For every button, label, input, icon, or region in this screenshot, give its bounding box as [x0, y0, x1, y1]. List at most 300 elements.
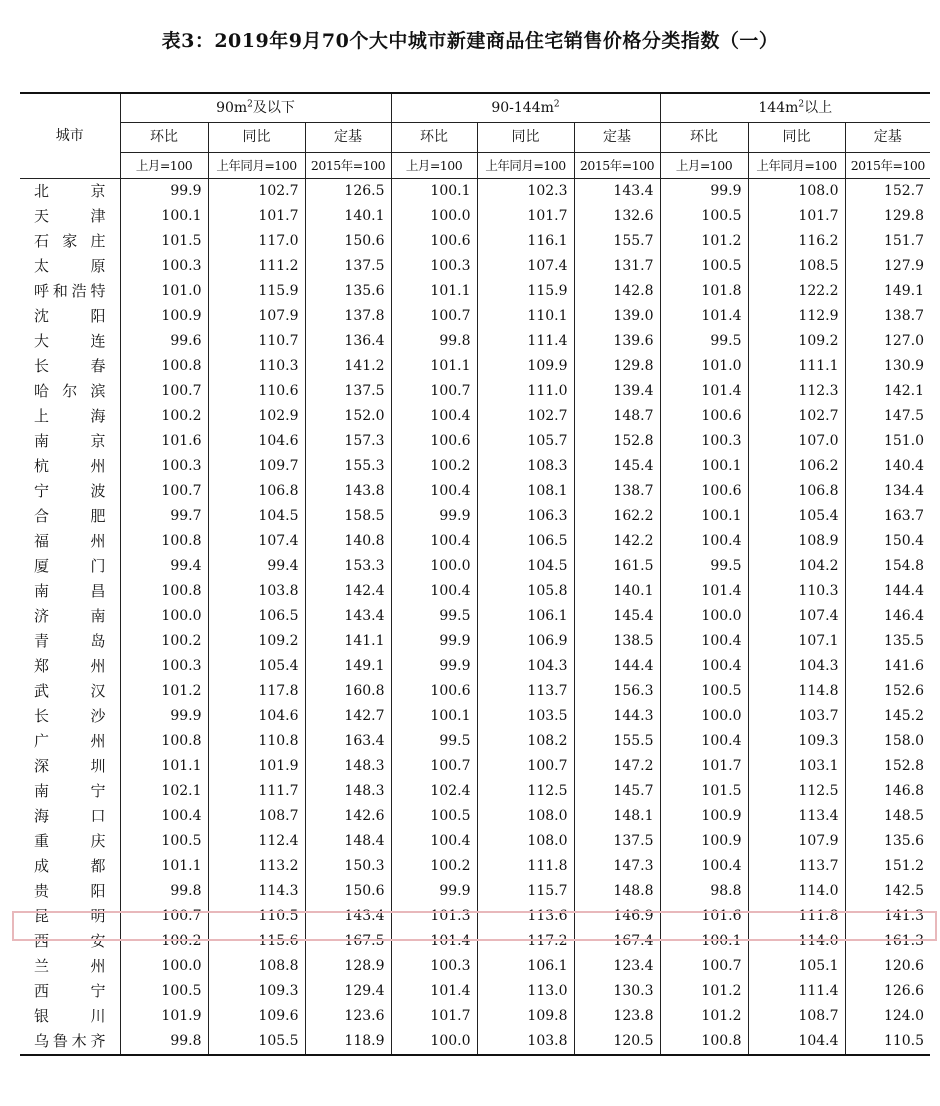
index-value-cell: 167.5	[305, 929, 391, 954]
index-value-cell: 108.9	[748, 529, 845, 554]
index-value-cell: 104.5	[477, 554, 574, 579]
index-value-cell: 143.8	[305, 479, 391, 504]
index-value-cell: 100.4	[660, 729, 748, 754]
index-value-cell: 134.4	[845, 479, 930, 504]
index-value-cell: 100.6	[660, 479, 748, 504]
index-value-cell: 140.1	[574, 579, 660, 604]
base-header-last-year: 上年同月=100	[208, 153, 305, 179]
index-value-cell: 105.1	[748, 954, 845, 979]
index-value-cell: 100.4	[391, 829, 477, 854]
index-value-cell: 109.7	[208, 454, 305, 479]
index-value-cell: 151.2	[845, 854, 930, 879]
index-value-cell: 131.7	[574, 254, 660, 279]
index-value-cell: 104.6	[208, 704, 305, 729]
index-value-cell: 147.2	[574, 754, 660, 779]
group-header-small: $90m^2$及以下	[120, 93, 391, 123]
index-value-cell: 113.0	[477, 979, 574, 1004]
index-value-cell: 110.5	[208, 904, 305, 929]
city-cell: 南京	[34, 432, 106, 450]
index-value-cell: 108.0	[748, 179, 845, 205]
index-value-cell: 100.3	[660, 429, 748, 454]
index-value-cell: 143.4	[574, 179, 660, 205]
index-value-cell: 100.7	[391, 754, 477, 779]
index-value-cell: 147.5	[845, 404, 930, 429]
index-value-cell: 108.1	[477, 479, 574, 504]
table-row	[20, 929, 930, 954]
index-value-cell: 109.3	[748, 729, 845, 754]
index-value-cell: 135.6	[845, 829, 930, 854]
index-value-cell: 104.4	[748, 1029, 845, 1055]
index-value-cell: 142.6	[305, 804, 391, 829]
index-value-cell: 104.5	[208, 504, 305, 529]
sub-header-mom: 环比	[120, 123, 208, 153]
index-value-cell: 112.5	[748, 779, 845, 804]
index-value-cell: 118.9	[305, 1029, 391, 1055]
index-value-cell: 132.6	[574, 204, 660, 229]
table-body	[20, 179, 930, 1056]
index-value-cell: 129.4	[305, 979, 391, 1004]
index-value-cell: 113.7	[477, 679, 574, 704]
city-cell: 呼和浩特	[34, 282, 106, 300]
city-cell: 宁波	[34, 482, 106, 500]
city-cell: 杭州	[34, 457, 106, 475]
sub-header-fixed-base: 定基	[305, 123, 391, 153]
city-cell: 广州	[34, 732, 106, 750]
table-row	[20, 729, 930, 754]
index-value-cell: 135.6	[305, 279, 391, 304]
index-value-cell: 102.7	[748, 404, 845, 429]
city-cell: 青岛	[34, 632, 106, 650]
index-value-cell: 101.2	[120, 679, 208, 704]
index-value-cell: 145.4	[574, 604, 660, 629]
index-value-cell: 130.9	[845, 354, 930, 379]
base-header-2015: 2015年=100	[574, 153, 660, 179]
index-value-cell: 127.0	[845, 329, 930, 354]
index-value-cell: 129.8	[574, 354, 660, 379]
city-cell: 济南	[34, 607, 106, 625]
index-value-cell: 100.5	[660, 204, 748, 229]
index-value-cell: 136.4	[305, 329, 391, 354]
index-value-cell: 100.4	[660, 629, 748, 654]
index-value-cell: 148.3	[305, 754, 391, 779]
index-value-cell: 101.9	[208, 754, 305, 779]
table-row	[20, 554, 930, 579]
index-value-cell: 105.5	[208, 1029, 305, 1055]
index-value-cell: 101.8	[660, 279, 748, 304]
index-value-cell: 101.2	[660, 979, 748, 1004]
index-value-cell: 161.5	[574, 554, 660, 579]
index-value-cell: 100.2	[120, 929, 208, 954]
index-value-cell: 115.9	[477, 279, 574, 304]
city-column-header: 城市	[20, 93, 120, 179]
index-value-cell: 139.4	[574, 379, 660, 404]
index-value-cell: 99.8	[391, 329, 477, 354]
index-value-cell: 106.3	[477, 504, 574, 529]
index-value-cell: 100.8	[120, 579, 208, 604]
index-value-cell: 101.4	[660, 379, 748, 404]
index-value-cell: 148.4	[305, 829, 391, 854]
index-value-cell: 109.2	[208, 629, 305, 654]
index-value-cell: 100.4	[120, 804, 208, 829]
table-row	[20, 829, 930, 854]
index-value-cell: 146.9	[574, 904, 660, 929]
index-value-cell: 100.2	[120, 404, 208, 429]
index-value-cell: 105.4	[748, 504, 845, 529]
index-value-cell: 148.7	[574, 404, 660, 429]
sub-header-mom: 环比	[391, 123, 477, 153]
group-header-large: $144m^2$以上	[660, 93, 930, 123]
index-value-cell: 101.7	[748, 204, 845, 229]
index-value-cell: 108.2	[477, 729, 574, 754]
index-value-cell: 163.4	[305, 729, 391, 754]
index-value-cell: 107.4	[477, 254, 574, 279]
table-row	[20, 429, 930, 454]
index-value-cell: 100.1	[391, 704, 477, 729]
index-value-cell: 100.8	[660, 1029, 748, 1055]
index-value-cell: 142.4	[305, 579, 391, 604]
index-value-cell: 111.8	[748, 904, 845, 929]
table-row	[20, 604, 930, 629]
index-value-cell: 112.3	[748, 379, 845, 404]
index-value-cell: 101.1	[391, 354, 477, 379]
index-value-cell: 161.3	[845, 929, 930, 954]
city-cell: 太原	[34, 257, 106, 275]
index-value-cell: 108.5	[748, 254, 845, 279]
index-value-cell: 145.7	[574, 779, 660, 804]
index-value-cell: 120.6	[845, 954, 930, 979]
index-value-cell: 110.3	[748, 579, 845, 604]
index-value-cell: 106.1	[477, 604, 574, 629]
index-value-cell: 100.0	[660, 704, 748, 729]
index-value-cell: 155.3	[305, 454, 391, 479]
index-value-cell: 100.4	[660, 654, 748, 679]
index-value-cell: 107.9	[748, 829, 845, 854]
index-value-cell: 116.2	[748, 229, 845, 254]
index-value-cell: 109.8	[477, 1004, 574, 1029]
city-cell: 武汉	[34, 682, 106, 700]
index-value-cell: 112.4	[208, 829, 305, 854]
city-cell: 大连	[34, 332, 106, 350]
city-cell: 深圳	[34, 757, 106, 775]
index-value-cell: 109.3	[208, 979, 305, 1004]
index-value-cell: 100.1	[660, 454, 748, 479]
index-value-cell: 106.5	[208, 604, 305, 629]
index-value-cell: 101.0	[120, 279, 208, 304]
index-value-cell: 100.8	[120, 529, 208, 554]
index-value-cell: 108.3	[477, 454, 574, 479]
index-value-cell: 99.7	[120, 504, 208, 529]
index-value-cell: 99.4	[120, 554, 208, 579]
city-cell: 海口	[34, 807, 106, 825]
city-cell: 重庆	[34, 832, 106, 850]
index-value-cell: 155.5	[574, 729, 660, 754]
index-value-cell: 101.7	[391, 1004, 477, 1029]
table-row	[20, 529, 930, 554]
index-value-cell: 145.2	[845, 704, 930, 729]
index-value-cell: 104.3	[477, 654, 574, 679]
index-value-cell: 146.8	[845, 779, 930, 804]
index-value-cell: 100.6	[391, 679, 477, 704]
index-value-cell: 100.7	[391, 304, 477, 329]
index-value-cell: 109.6	[208, 1004, 305, 1029]
index-value-cell: 100.9	[660, 804, 748, 829]
table-row	[20, 954, 930, 979]
index-value-cell: 99.8	[120, 879, 208, 904]
table-row	[20, 504, 930, 529]
index-value-cell: 99.5	[391, 729, 477, 754]
city-cell: 乌鲁木齐	[20, 1029, 120, 1055]
index-value-cell: 138.7	[845, 304, 930, 329]
index-value-cell: 137.5	[574, 829, 660, 854]
city-cell: 厦门	[34, 557, 106, 575]
index-value-cell: 100.6	[660, 404, 748, 429]
index-value-cell: 113.6	[477, 904, 574, 929]
city-cell: 长春	[34, 357, 106, 375]
index-value-cell: 106.9	[477, 629, 574, 654]
index-value-cell: 152.7	[845, 179, 930, 205]
index-value-cell: 150.3	[305, 854, 391, 879]
base-header-last-year: 上年同月=100	[477, 153, 574, 179]
index-value-cell: 111.4	[477, 329, 574, 354]
index-value-cell: 111.1	[748, 354, 845, 379]
index-value-cell: 99.9	[660, 179, 748, 205]
city-cell: 沈阳	[34, 307, 106, 325]
index-value-cell: 126.5	[305, 179, 391, 205]
sub-header-yoy: 同比	[477, 123, 574, 153]
index-value-cell: 154.8	[845, 554, 930, 579]
index-value-cell: 100.2	[391, 854, 477, 879]
table-row	[20, 354, 930, 379]
price-index-table	[20, 92, 930, 1056]
index-value-cell: 100.0	[391, 204, 477, 229]
index-value-cell: 109.9	[477, 354, 574, 379]
index-value-cell: 113.7	[748, 854, 845, 879]
table-row	[20, 379, 930, 404]
index-value-cell: 100.4	[391, 579, 477, 604]
index-value-cell: 98.8	[660, 879, 748, 904]
index-value-cell: 113.4	[748, 804, 845, 829]
index-value-cell: 99.9	[391, 504, 477, 529]
table-row	[20, 979, 930, 1004]
index-value-cell: 101.5	[660, 779, 748, 804]
table-row	[20, 679, 930, 704]
index-value-cell: 142.2	[574, 529, 660, 554]
index-value-cell: 140.1	[305, 204, 391, 229]
index-value-cell: 142.1	[845, 379, 930, 404]
index-value-cell: 100.3	[391, 954, 477, 979]
index-value-cell: 100.7	[120, 479, 208, 504]
index-value-cell: 101.2	[660, 229, 748, 254]
index-value-cell: 167.4	[574, 929, 660, 954]
index-value-cell: 100.3	[120, 254, 208, 279]
index-value-cell: 153.3	[305, 554, 391, 579]
index-value-cell: 99.8	[120, 1029, 208, 1055]
index-value-cell: 123.8	[574, 1004, 660, 1029]
table-title: 表3：2019年9月70个大中城市新建商品住宅销售价格分类指数（一）	[161, 30, 779, 52]
table-row	[20, 654, 930, 679]
index-value-cell: 100.7	[120, 904, 208, 929]
index-value-cell: 100.0	[120, 954, 208, 979]
index-value-cell: 120.5	[574, 1029, 660, 1055]
index-value-cell: 108.7	[208, 804, 305, 829]
sub-header-yoy: 同比	[208, 123, 305, 153]
index-value-cell: 114.0	[748, 929, 845, 954]
index-value-cell: 99.9	[391, 654, 477, 679]
city-cell: 福州	[34, 532, 106, 550]
index-value-cell: 101.4	[391, 979, 477, 1004]
index-value-cell: 100.3	[391, 254, 477, 279]
index-value-cell: 101.4	[660, 304, 748, 329]
index-value-cell: 158.0	[845, 729, 930, 754]
index-value-cell: 144.4	[845, 579, 930, 604]
index-value-cell: 146.4	[845, 604, 930, 629]
index-value-cell: 140.8	[305, 529, 391, 554]
index-value-cell: 111.0	[477, 379, 574, 404]
index-value-cell: 116.1	[477, 229, 574, 254]
index-value-cell: 114.3	[208, 879, 305, 904]
index-value-cell: 110.6	[208, 379, 305, 404]
index-value-cell: 115.9	[208, 279, 305, 304]
city-cell: 南昌	[34, 582, 106, 600]
index-value-cell: 103.5	[477, 704, 574, 729]
index-value-cell: 151.0	[845, 429, 930, 454]
index-value-cell: 158.5	[305, 504, 391, 529]
index-value-cell: 102.3	[477, 179, 574, 205]
index-value-cell: 109.2	[748, 329, 845, 354]
index-value-cell: 117.8	[208, 679, 305, 704]
city-cell: 西安	[34, 932, 106, 950]
index-value-cell: 111.7	[208, 779, 305, 804]
index-value-cell: 160.8	[305, 679, 391, 704]
index-value-cell: 105.7	[477, 429, 574, 454]
index-value-cell: 104.3	[748, 654, 845, 679]
index-value-cell: 126.6	[845, 979, 930, 1004]
city-cell: 南宁	[34, 782, 106, 800]
table-row	[20, 854, 930, 879]
index-value-cell: 115.6	[208, 929, 305, 954]
city-cell: 郑州	[34, 657, 106, 675]
index-value-cell: 107.0	[748, 429, 845, 454]
index-value-cell: 141.6	[845, 654, 930, 679]
index-value-cell: 108.7	[748, 1004, 845, 1029]
table-row	[20, 204, 930, 229]
table-row	[20, 254, 930, 279]
index-value-cell: 100.7	[660, 954, 748, 979]
index-value-cell: 106.8	[748, 479, 845, 504]
index-value-cell: 142.8	[574, 279, 660, 304]
index-value-cell: 102.7	[477, 404, 574, 429]
index-value-cell: 100.5	[660, 679, 748, 704]
index-value-cell: 145.4	[574, 454, 660, 479]
index-value-cell: 103.8	[208, 579, 305, 604]
index-value-cell: 148.3	[305, 779, 391, 804]
base-header-last-month: 上月=100	[660, 153, 748, 179]
index-value-cell: 152.8	[845, 754, 930, 779]
city-cell: 北京	[34, 182, 106, 200]
index-value-cell: 100.3	[120, 454, 208, 479]
index-value-cell: 105.8	[477, 579, 574, 604]
index-value-cell: 138.7	[574, 479, 660, 504]
index-value-cell: 152.0	[305, 404, 391, 429]
index-value-cell: 163.7	[845, 504, 930, 529]
index-value-cell: 101.1	[391, 279, 477, 304]
index-value-cell: 117.2	[477, 929, 574, 954]
group-header-medium: $90-144m^2$	[391, 93, 660, 123]
index-value-cell: 99.5	[391, 604, 477, 629]
index-value-cell: 112.5	[477, 779, 574, 804]
index-value-cell: 108.0	[477, 829, 574, 854]
index-value-cell: 113.2	[208, 854, 305, 879]
index-value-cell: 137.8	[305, 304, 391, 329]
sub-header-fixed-base: 定基	[845, 123, 930, 153]
index-value-cell: 100.3	[120, 654, 208, 679]
index-value-cell: 144.4	[574, 654, 660, 679]
index-value-cell: 110.1	[477, 304, 574, 329]
index-value-cell: 150.4	[845, 529, 930, 554]
index-value-cell: 107.9	[208, 304, 305, 329]
index-value-cell: 142.7	[305, 704, 391, 729]
index-value-cell: 100.2	[120, 629, 208, 654]
index-value-cell: 100.5	[120, 829, 208, 854]
index-value-cell: 103.1	[748, 754, 845, 779]
table-row	[20, 454, 930, 479]
index-value-cell: 115.7	[477, 879, 574, 904]
index-value-cell: 100.1	[660, 929, 748, 954]
index-value-cell: 99.9	[120, 704, 208, 729]
index-value-cell: 101.3	[391, 904, 477, 929]
table-row	[20, 629, 930, 654]
table-row	[20, 229, 930, 254]
table-row	[20, 479, 930, 504]
city-cell: 石家庄	[34, 232, 106, 250]
index-value-cell: 99.9	[391, 629, 477, 654]
city-cell: 昆明	[34, 907, 106, 925]
index-value-cell: 101.5	[120, 229, 208, 254]
index-value-cell: 100.0	[391, 554, 477, 579]
index-value-cell: 123.6	[305, 1004, 391, 1029]
index-value-cell: 100.4	[391, 404, 477, 429]
index-value-cell: 102.4	[391, 779, 477, 804]
index-value-cell: 100.2	[391, 454, 477, 479]
index-value-cell: 122.2	[748, 279, 845, 304]
index-value-cell: 100.4	[391, 479, 477, 504]
index-value-cell: 114.8	[748, 679, 845, 704]
index-value-cell: 124.0	[845, 1004, 930, 1029]
index-value-cell: 100.8	[120, 729, 208, 754]
index-value-cell: 114.0	[748, 879, 845, 904]
index-value-cell: 148.5	[845, 804, 930, 829]
table-row	[20, 179, 930, 205]
index-value-cell: 101.4	[391, 929, 477, 954]
index-value-cell: 101.7	[660, 754, 748, 779]
sub-header-mom: 环比	[660, 123, 748, 153]
index-value-cell: 107.4	[748, 604, 845, 629]
index-value-cell: 150.6	[305, 229, 391, 254]
index-value-cell: 107.4	[208, 529, 305, 554]
index-value-cell: 137.5	[305, 254, 391, 279]
index-value-cell: 110.3	[208, 354, 305, 379]
index-value-cell: 138.5	[574, 629, 660, 654]
index-value-cell: 143.4	[305, 904, 391, 929]
index-value-cell: 101.6	[120, 429, 208, 454]
index-value-cell: 147.3	[574, 854, 660, 879]
city-cell: 西宁	[34, 982, 106, 1000]
city-cell: 天津	[34, 207, 106, 225]
index-value-cell: 128.9	[305, 954, 391, 979]
table-row	[20, 879, 930, 904]
city-cell: 贵阳	[34, 882, 106, 900]
table-row	[20, 1029, 930, 1055]
